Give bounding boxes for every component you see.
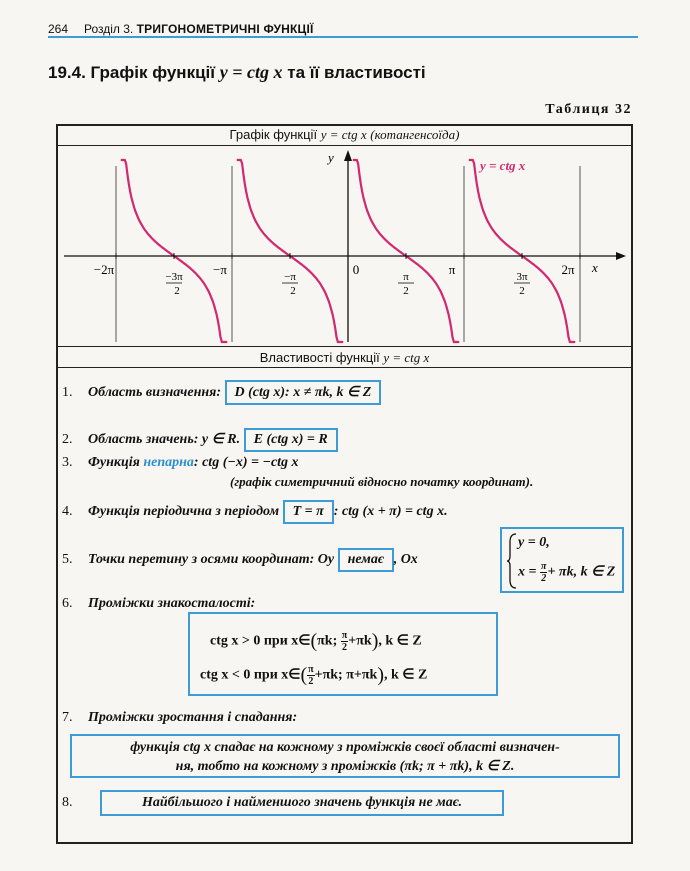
header-rule: [48, 36, 638, 38]
period-box: T = π: [283, 500, 334, 524]
svg-text:−π: −π: [213, 262, 227, 277]
svg-text:2: 2: [519, 285, 525, 297]
property-5: 5. Точки перетину з осями координат: Oy немає , Ox: [62, 548, 418, 572]
y-axis-label: y: [328, 150, 334, 165]
graph-heading: Графік функції y = ctg x (котангенсоїда): [56, 124, 633, 146]
svg-text:−π: −π: [284, 271, 296, 283]
monotonicity-box: функція ctg x спадає на кожному з проміжків своєї області визначен- ня, тобто на кожному з проміжків (πk; π + πk), k ∈ Z.: [70, 734, 620, 778]
range-box: E (ctg x) = R: [244, 428, 338, 452]
property-7: 7. Проміжки зростання і спадання:: [62, 710, 298, 725]
svg-text:3π: 3π: [516, 271, 528, 283]
negative-interval: ctg x < 0 при x∈( $\frac{\pi}{2}$ +πk; π+πk), k ∈ Z: [200, 664, 428, 687]
svg-text:2: 2: [403, 285, 409, 297]
property-3-note: (графік симетричний відносно початку координат).: [230, 474, 534, 489]
domain-box: D (ctg x): x ≠ πk, k ∈ Z: [225, 380, 382, 405]
section-title: 19.4. Графік функції y = ctg x та її властивості: [48, 62, 426, 82]
properties-heading: Властивості функції y = ctg x: [56, 346, 633, 368]
system-brace: [506, 532, 518, 590]
cotangent-branch: [353, 160, 459, 342]
x-tick-label: [353, 262, 360, 277]
svg-text:2π: 2π: [561, 262, 575, 277]
property-4: 4. Функція періодична з періодом T = π : ctg (x + π) = ctg x.: [62, 500, 448, 524]
cotangent-graph: [58, 146, 631, 346]
oy-box: немає: [338, 548, 394, 572]
title-formula: y = ctg x: [219, 62, 283, 82]
x-tick-label: [94, 262, 115, 277]
svg-text:2: 2: [290, 285, 296, 297]
svg-text:−2π: −2π: [93, 262, 115, 277]
section-label: Розділ 3. ТРИГОНОМЕТРИЧНІ ФУНКЦІЇ: [84, 22, 314, 36]
x-tick-label: [282, 271, 298, 297]
section-name: ТРИГОНОМЕТРИЧНІ ФУНКЦІЇ: [136, 22, 314, 36]
property-8: 8.: [62, 795, 73, 810]
x-tick-label: [514, 271, 530, 297]
page-number: 264: [48, 22, 69, 36]
x-axis-label: x: [592, 260, 598, 275]
x-axis-arrow: [616, 252, 626, 260]
ox-intersection-box: y = 0, x = $\frac{\pi}{2}$ + πk, k ∈ Z: [500, 527, 624, 593]
cotangent-branch: [469, 160, 575, 342]
sign-intervals-box: [188, 612, 498, 696]
cotangent-branch: [237, 160, 343, 342]
odd-highlight: непарна: [143, 455, 194, 470]
extrema-box: Найбільшого і найменшого значень функція не має.: [100, 790, 504, 816]
svg-text:π: π: [448, 262, 456, 277]
x-tick-label: [165, 271, 183, 297]
x-tick-label: [398, 271, 414, 297]
y-axis-arrow: [344, 150, 352, 161]
svg-text:−3π: −3π: [165, 271, 183, 283]
cotangent-branch: [121, 160, 227, 342]
x-tick-label: [561, 262, 575, 277]
property-6: 6. Проміжки знакосталості:: [62, 596, 256, 611]
property-2: 2. Область значень: y ∈ R. E (ctg x) = R: [62, 428, 338, 452]
x-tick-label: [213, 262, 227, 277]
svg-text:2: 2: [174, 285, 180, 297]
property-3: 3. Функція непарна: ctg (−x) = −ctg x: [62, 455, 299, 470]
series-label: y = ctg x: [480, 158, 526, 173]
svg-text:0: 0: [352, 262, 360, 277]
x-tick-label: [449, 262, 456, 277]
svg-text:π: π: [403, 271, 409, 283]
table-label: Таблиця 32: [545, 102, 632, 117]
positive-interval: ctg x > 0 при x∈(πk; $\frac{\pi}{2}$ +πk), k ∈ Z: [210, 630, 422, 653]
property-1: 1. Область визначення: D (ctg x): x ≠ πk, k ∈ Z: [62, 380, 381, 405]
